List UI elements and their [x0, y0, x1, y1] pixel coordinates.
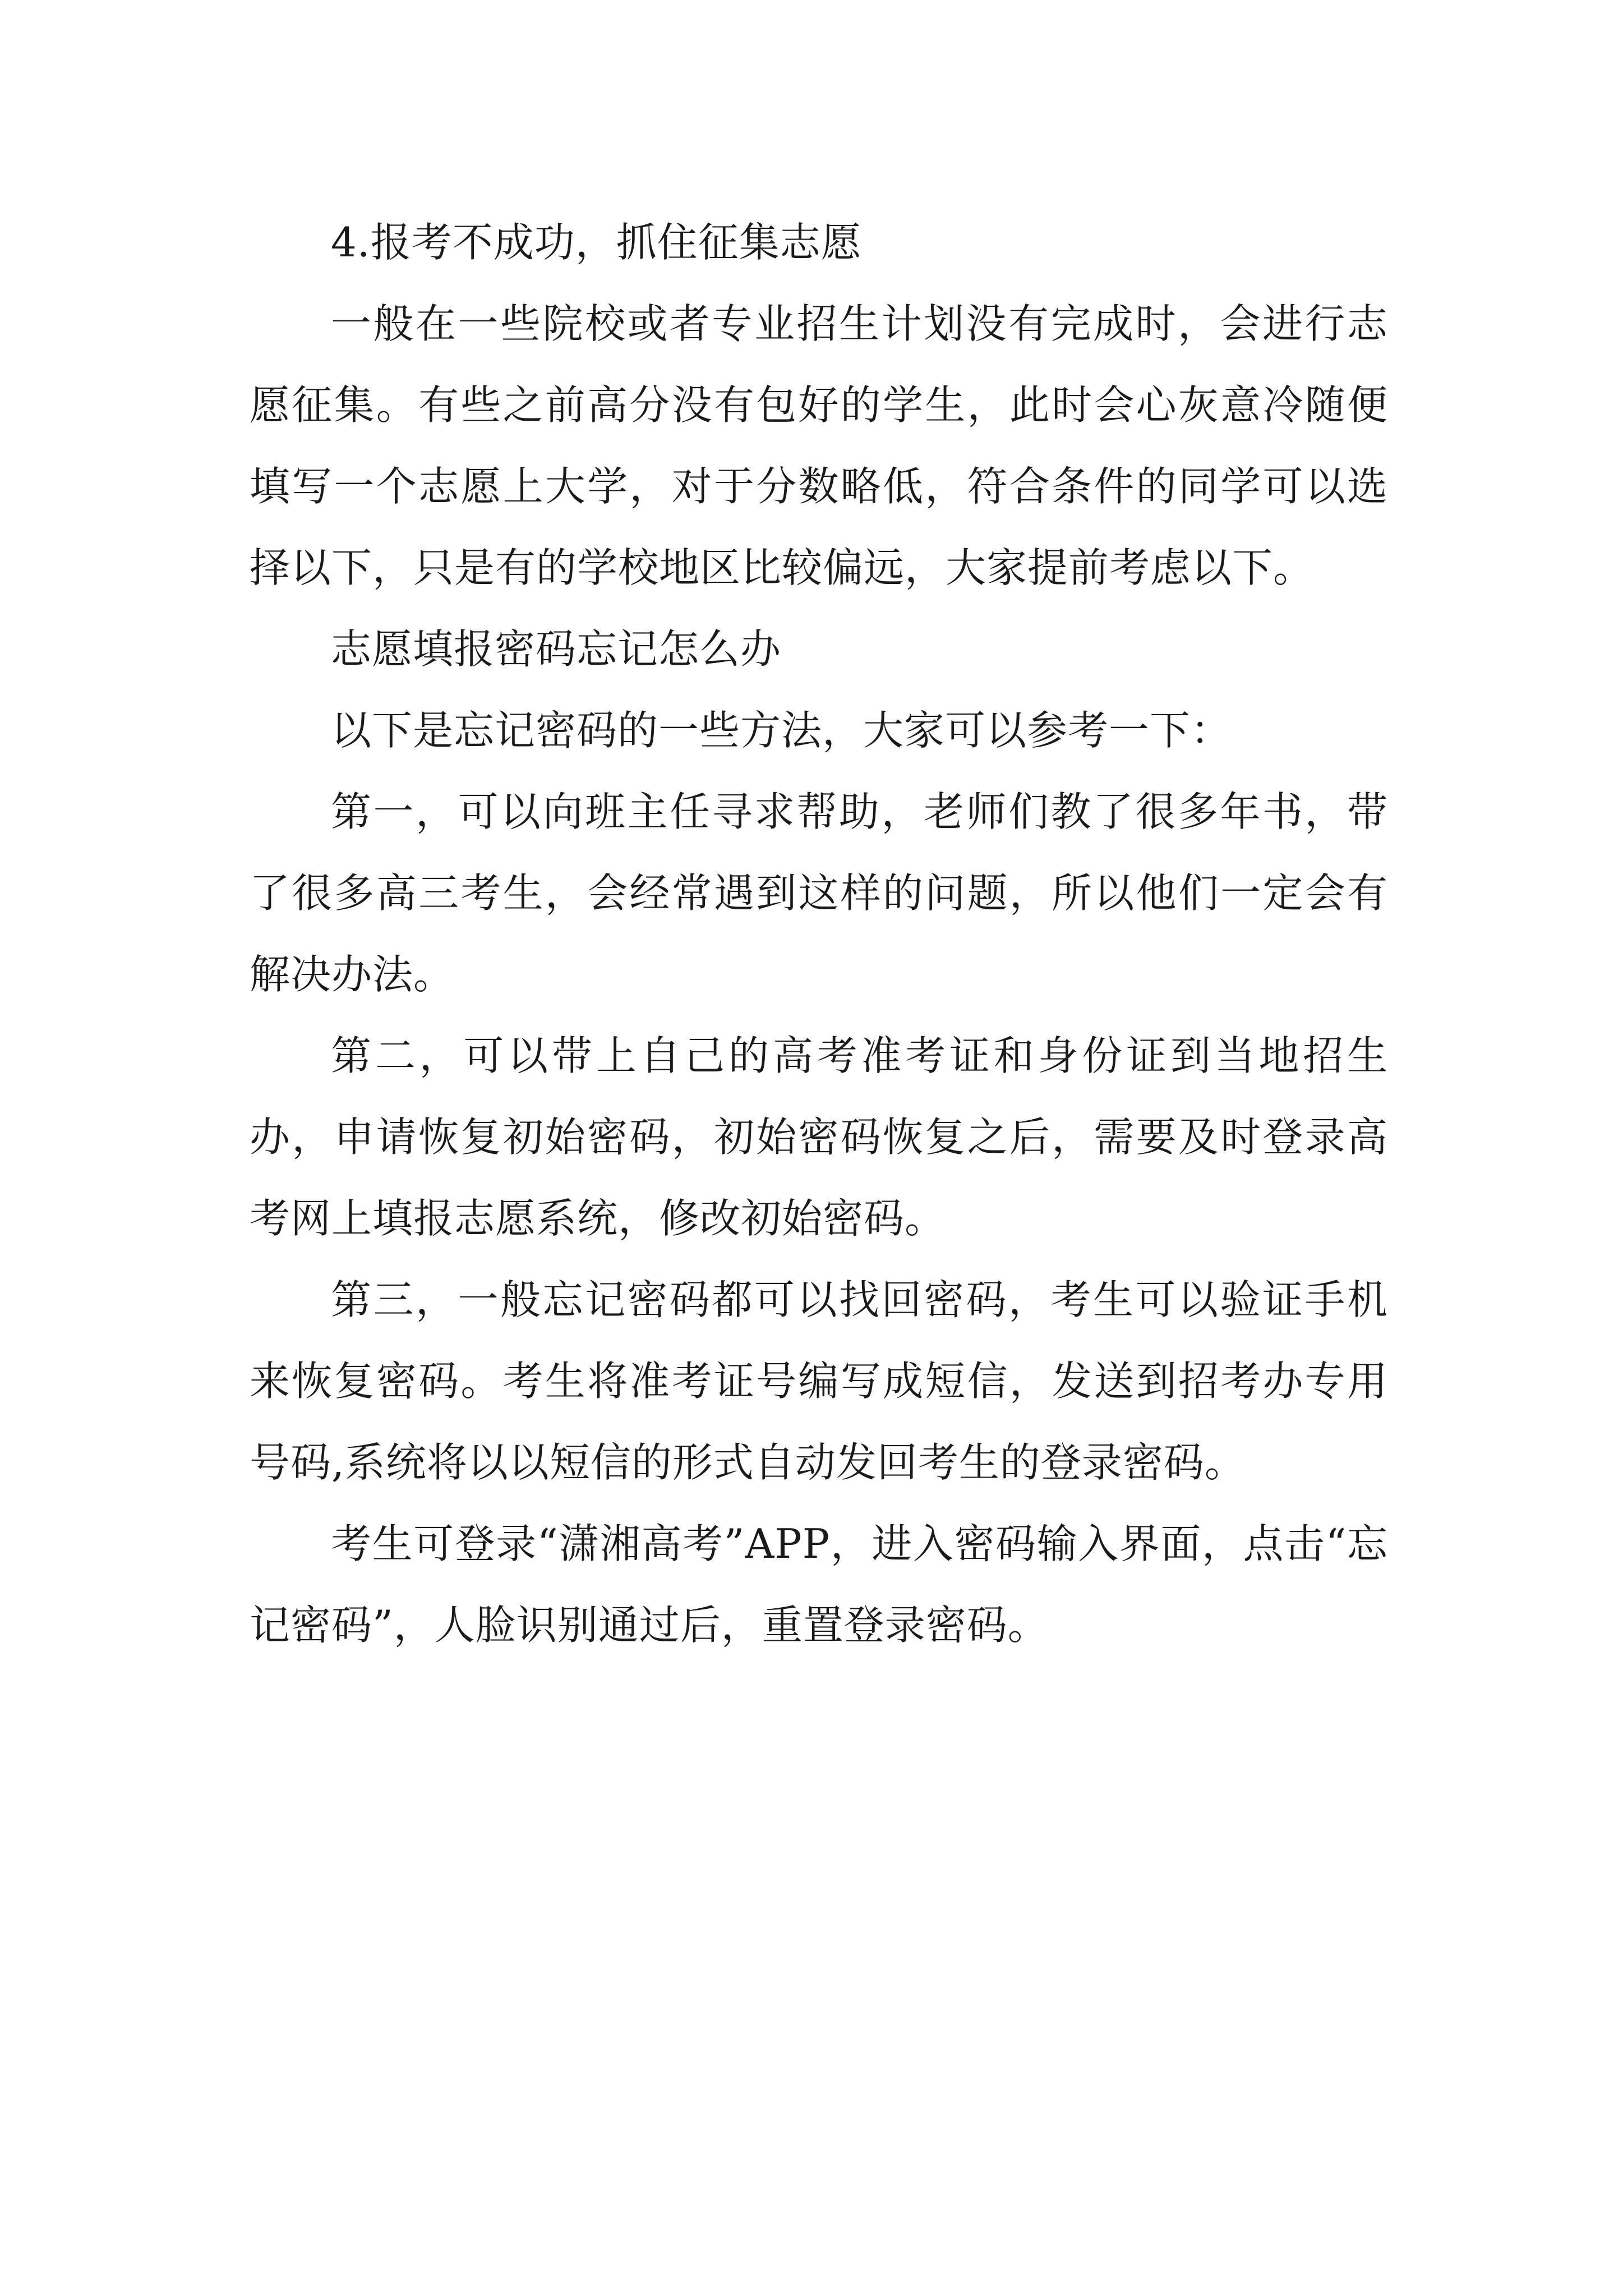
section-heading-4: 4.报考不成功，抓住征集志愿 [331, 219, 862, 266]
paragraph-method-third: 第三，一般忘记密码都可以找回密码，考生可以验证手机来恢复密码。考生将准考证号编写成短信，发送到招考办专用号码,系统将以以短信的形式自动发回考生的登录密码。 [250, 1276, 1388, 1486]
paragraph-volunteer-collection: 一般在一些院校或者专业招生计划没有完成时，会进行志愿征集。有些之前高分没有包好的学生，此时会心灰意冷随便填写一个志愿上大学，对于分数略低，符合条件的同学可以选择以下，只是有的学校地区比较偏远，大家提前考虑以下。 [250, 300, 1388, 591]
paragraph-intro-methods: 以下是忘记密码的一些方法，大家可以参考一下： [331, 707, 1232, 754]
document-body [250, 202, 1388, 1666]
paragraph-method-second: 第二，可以带上自己的高考准考证和身份证到当地招生办，申请恢复初始密码，初始密码恢复之后，需要及时登录高考网上填报志愿系统，修改初始密码。 [250, 1032, 1388, 1242]
section-heading-forgot-password: 志愿填报密码忘记怎么办 [331, 625, 782, 673]
paragraph-app-reset: 考生可登录“潇湘高考”APP，进入密码输入界面，点击“忘记密码”，人脸识别通过后，重置登录密码。 [250, 1520, 1388, 1649]
paragraph-method-first: 第一，可以向班主任寻求帮助，老师们教了很多年书，带了很多高三考生，会经常遇到这样的问题，所以他们一定会有解决办法。 [250, 788, 1388, 998]
